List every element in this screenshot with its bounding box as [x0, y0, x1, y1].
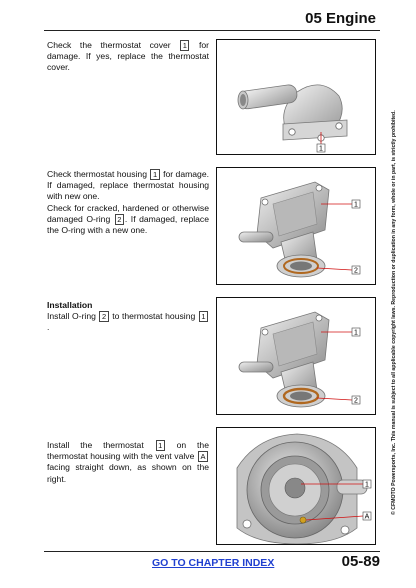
text-run: to thermostat housing	[109, 311, 198, 322]
callout-label: 1	[365, 481, 369, 489]
thermostat-install-figure	[216, 427, 376, 545]
section-1-text	[47, 40, 209, 74]
text-run: . If damaged, replace the O-ring with a new one.	[47, 213, 209, 236]
callout-label: 2	[354, 267, 358, 275]
text-run: Install O-ring	[47, 311, 99, 322]
callout-ref: 2	[99, 311, 108, 322]
section-4-text	[47, 440, 209, 485]
callout-label: 2	[354, 397, 358, 405]
text-run: on the thermostat housing with the vent valve	[47, 440, 209, 462]
text-run: facing straight down, as shown on the right.	[47, 462, 209, 484]
copyright-notice	[383, 80, 397, 520]
thermostat-cover-figure	[216, 39, 376, 155]
text-run: for damage. If yes, replace the thermostat cover.	[47, 40, 209, 73]
page-number: 05-89	[341, 553, 380, 570]
text-run: for damage. If damaged, replace thermostat housing with new one.	[47, 169, 209, 202]
section-3-text	[47, 300, 209, 334]
oring-install-figure	[216, 297, 376, 415]
text-run: Check the thermostat cover	[47, 40, 180, 50]
callout-ref: 2	[115, 214, 124, 225]
callout-ref: 1	[199, 311, 208, 322]
callout-ref: A	[198, 451, 208, 462]
footer-divider	[44, 551, 380, 552]
callout-ref: 1	[180, 40, 189, 51]
callout-label: A	[364, 513, 370, 521]
thermostat-housing-figure	[216, 167, 376, 285]
callout-label: 1	[354, 329, 358, 337]
header-divider	[44, 30, 380, 31]
text-run: Check for cracked, hardened or otherwise damaged O-ring	[47, 202, 209, 224]
installation-heading: Installation	[47, 300, 93, 310]
callout-ref: 1	[156, 440, 165, 451]
copyright-text: © CFMOTO Powersports, Inc. This manual is subject to all applicable copyright laws. Reproduction or duplication in any form, whole or in part, is strictly prohibited.	[391, 110, 397, 515]
section-2-text	[47, 169, 209, 236]
chapter-title: 05 Engine	[305, 10, 376, 27]
text-run: Install the thermostat	[47, 440, 155, 450]
callout-ref: 1	[150, 169, 159, 180]
callout-label: 1	[354, 201, 358, 209]
callout-label: 1	[319, 145, 323, 153]
chapter-index-link[interactable]: GO TO CHAPTER INDEX	[152, 557, 275, 569]
text-run: Check thermostat housing	[47, 169, 150, 179]
text-run: .	[47, 322, 50, 333]
